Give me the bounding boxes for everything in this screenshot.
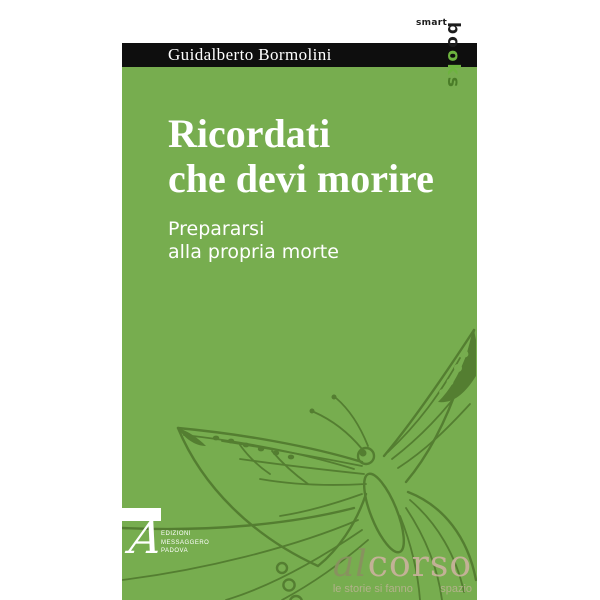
smartbook-books-on-white: bo (443, 22, 463, 50)
store-watermark-name (332, 544, 472, 585)
store-watermark-word: corso (367, 544, 472, 585)
store-watermark (332, 544, 472, 595)
author-name: Guidalberto Bormolini (168, 45, 332, 64)
smartbook-books-on-green: s (443, 76, 463, 89)
publisher-monogram: A (126, 513, 166, 564)
book-subtitle-line2: alla propria morte (168, 241, 339, 263)
publisher-name-line1: EDIZIONI (161, 531, 192, 537)
smartbook-books-on-black: ok (443, 49, 463, 77)
book-title-line1: Ricordati (168, 111, 331, 156)
store-watermark-tagline-right: spazio (440, 583, 472, 595)
book-cover (122, 10, 477, 600)
book-subtitle (168, 218, 339, 264)
publisher-name-line2: MESSAGGERO (161, 539, 210, 546)
book-title (168, 111, 434, 201)
author-bar (122, 43, 477, 67)
store-watermark-tagline (333, 583, 472, 595)
book-title-line2: che devi morire (168, 156, 434, 201)
cover-green-area (122, 67, 477, 600)
publisher-name-line3: PADOVA (161, 548, 189, 554)
smartbook-logo-books (443, 22, 463, 89)
book-subtitle-line1: Prepararsi (168, 218, 265, 240)
publisher-name (161, 530, 209, 556)
smartbook-logo-smart: smart (416, 18, 448, 28)
store-watermark-prefix: al (332, 544, 368, 585)
store-watermark-tagline-left: le storie si fanno (332, 583, 413, 595)
